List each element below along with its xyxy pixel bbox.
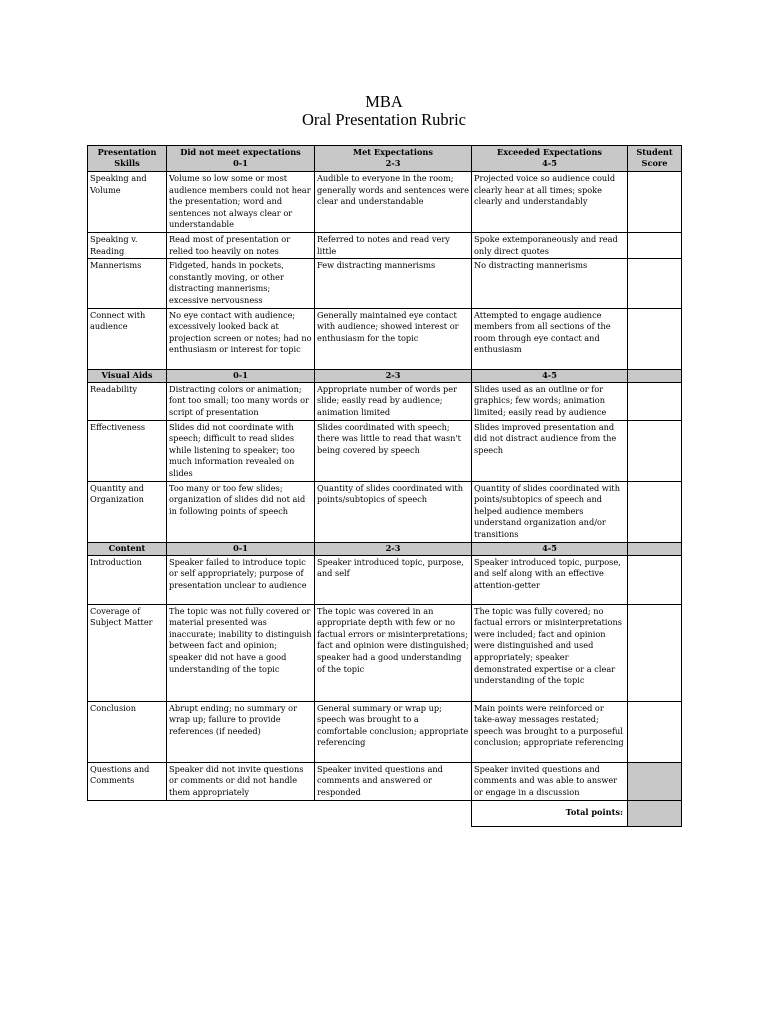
table-row	[88, 233, 682, 259]
total-points-cell[interactable]	[628, 800, 682, 826]
header-not-met-range: 0-1	[233, 158, 248, 168]
met-cell: Speaker invited questions and comments and answered or responded	[315, 762, 472, 800]
score-cell[interactable]	[628, 481, 682, 542]
table-row	[88, 382, 682, 420]
section-header-visual-aids	[88, 369, 682, 382]
score-cell[interactable]	[628, 308, 682, 369]
header-not-met-label: Did not meet expectations	[180, 147, 301, 157]
section-range-exceeded: 4-5	[472, 369, 628, 382]
not-met-cell: The topic was not fully covered or material presented was inaccurate; inability to distinguish between fact and opinion; speaker did not have a good understanding of the topic	[167, 604, 315, 701]
met-cell: Few distracting mannerisms	[315, 259, 472, 308]
header-row	[88, 146, 682, 172]
header-exceeded	[472, 146, 628, 172]
not-met-cell: Volume so low some or most audience members could not hear the presentation; word and sentences not always clear or understandable	[167, 172, 315, 233]
table-row	[88, 172, 682, 233]
header-exceeded-label: Exceeded Expectations	[496, 147, 603, 157]
score-cell[interactable]	[628, 604, 682, 701]
section-range-met: 2-3	[315, 542, 472, 555]
not-met-cell: Abrupt ending; no summary or wrap up; failure to provide references (if needed)	[167, 701, 315, 762]
header-not-met	[167, 146, 315, 172]
met-cell: Referred to notes and read very little	[315, 233, 472, 259]
exceeded-cell: Projected voice so audience could clearly hear at all times; spoke clearly and understandably	[472, 172, 628, 233]
table-row	[88, 701, 682, 762]
score-cell[interactable]	[628, 382, 682, 420]
section-header-content	[88, 542, 682, 555]
score-cell[interactable]	[628, 701, 682, 762]
score-cell[interactable]	[628, 420, 682, 481]
criteria-cell: Speaking v. Reading	[88, 233, 167, 259]
not-met-cell: Speaker failed to introduce topic or self appropriately; purpose of presentation unclear to audience	[167, 555, 315, 604]
exceeded-cell: Slides used as an outline or for graphics; few words; animation limited; easily read by audience	[472, 382, 628, 420]
header-met-range: 2-3	[385, 158, 401, 168]
criteria-cell: Quantity and Organization	[88, 481, 167, 542]
exceeded-cell: Attempted to engage audience members from all sections of the room through eye contact and enthusiasm	[472, 308, 628, 369]
not-met-cell: Distracting colors or animation; font too small; too many words or script of presentation	[167, 382, 315, 420]
exceeded-cell: Speaker introduced topic, purpose, and self along with an effective attention-getter	[472, 555, 628, 604]
section-label: Visual Aids	[88, 369, 167, 382]
blank-cell	[167, 800, 315, 826]
criteria-cell: Connect with audience	[88, 308, 167, 369]
met-cell: Speaker introduced topic, purpose, and self	[315, 555, 472, 604]
criteria-cell: Readability	[88, 382, 167, 420]
total-row	[88, 800, 682, 826]
exceeded-cell: Slides improved presentation and did not distract audience from the speech	[472, 420, 628, 481]
header-exceeded-range: 4-5	[542, 158, 557, 168]
met-cell: Audible to everyone in the room; generally words and sentences were clear and understandable	[315, 172, 472, 233]
score-cell[interactable]	[628, 555, 682, 604]
header-student-score: Student Score	[628, 146, 682, 172]
table-row	[88, 259, 682, 308]
score-cell[interactable]	[628, 172, 682, 233]
criteria-cell: Mannerisms	[88, 259, 167, 308]
header-met-label: Met Expectations	[353, 147, 433, 157]
criteria-cell: Introduction	[88, 555, 167, 604]
section-range-met: 2-3	[315, 369, 472, 382]
met-cell: Appropriate number of words per slide; easily read by audience; animation limited	[315, 382, 472, 420]
section-range-exceeded: 4-5	[472, 542, 628, 555]
section-score-blank	[628, 542, 682, 555]
criteria-cell: Effectiveness	[88, 420, 167, 481]
table-row	[88, 481, 682, 542]
blank-cell	[88, 800, 167, 826]
section-score-blank	[628, 369, 682, 382]
met-cell: General summary or wrap up; speech was brought to a comfortable conclusion; appropriate referencing	[315, 701, 472, 762]
not-met-cell: No eye contact with audience; excessively looked back at projection screen or notes; had no enthusiasm or interest for topic	[167, 308, 315, 369]
table-row	[88, 555, 682, 604]
exceeded-cell: Spoke extemporaneously and read only direct quotes	[472, 233, 628, 259]
exceeded-cell: Speaker invited questions and comments and was able to answer or engage in a discussion	[472, 762, 628, 800]
not-met-cell: Too many or too few slides; organization of slides did not aid in following points of speech	[167, 481, 315, 542]
table-row	[88, 420, 682, 481]
section-range-not-met: 0-1	[167, 369, 315, 382]
table-row	[88, 762, 682, 800]
not-met-cell: Speaker did not invite questions or comments or did not handle them appropriately	[167, 762, 315, 800]
section-range-not-met: 0-1	[167, 542, 315, 555]
exceeded-cell: Quantity of slides coordinated with points/subtopics of speech and helped audience members understand organization and/or transitions	[472, 481, 628, 542]
table-row	[88, 308, 682, 369]
exceeded-cell: Main points were reinforced or take-away messages restated; speech was brought to a purposeful conclusion; appropriate referencing	[472, 701, 628, 762]
not-met-cell: Slides did not coordinate with speech; difficult to read slides while listening to speaker; too much information revealed on slides	[167, 420, 315, 481]
exceeded-cell: No distracting mannerisms	[472, 259, 628, 308]
met-cell: Slides coordinated with speech; there was little to read that wasn't being covered by speech	[315, 420, 472, 481]
header-criteria: Presentation Skills	[88, 146, 167, 172]
not-met-cell: Fidgeted, hands in pockets, constantly moving, or other distracting mannerisms; excessive nervousness	[167, 259, 315, 308]
score-cell[interactable]	[628, 259, 682, 308]
document-title: MBA	[365, 92, 403, 111]
total-points-label: Total points:	[472, 800, 628, 826]
exceeded-cell: The topic was fully covered; no factual errors or misinterpretations were included; fact and opinion were distinguished and used appropriately; speaker demonstrated expertise or a clear understanding of the topic	[472, 604, 628, 701]
document-subtitle: Oral Presentation Rubric	[301, 110, 467, 129]
score-cell[interactable]	[628, 233, 682, 259]
criteria-cell: Coverage of Subject Matter	[88, 604, 167, 701]
section-label: Content	[88, 542, 167, 555]
met-cell: Quantity of slides coordinated with points/subtopics of speech	[315, 481, 472, 542]
not-met-cell: Read most of presentation or relied too heavily on notes	[167, 233, 315, 259]
criteria-cell: Speaking and Volume	[88, 172, 167, 233]
rubric-table	[87, 145, 682, 827]
score-cell[interactable]	[628, 762, 682, 800]
met-cell: Generally maintained eye contact with audience; showed interest or enthusiasm for the topic	[315, 308, 472, 369]
header-met	[315, 146, 472, 172]
met-cell: The topic was covered in an appropriate depth with few or no factual errors or misinterpretations; fact and opinion were distinguished; speaker had a good understanding of the topic	[315, 604, 472, 701]
criteria-cell: Questions and Comments	[88, 762, 167, 800]
criteria-cell: Conclusion	[88, 701, 167, 762]
table-row	[88, 604, 682, 701]
blank-cell	[315, 800, 472, 826]
